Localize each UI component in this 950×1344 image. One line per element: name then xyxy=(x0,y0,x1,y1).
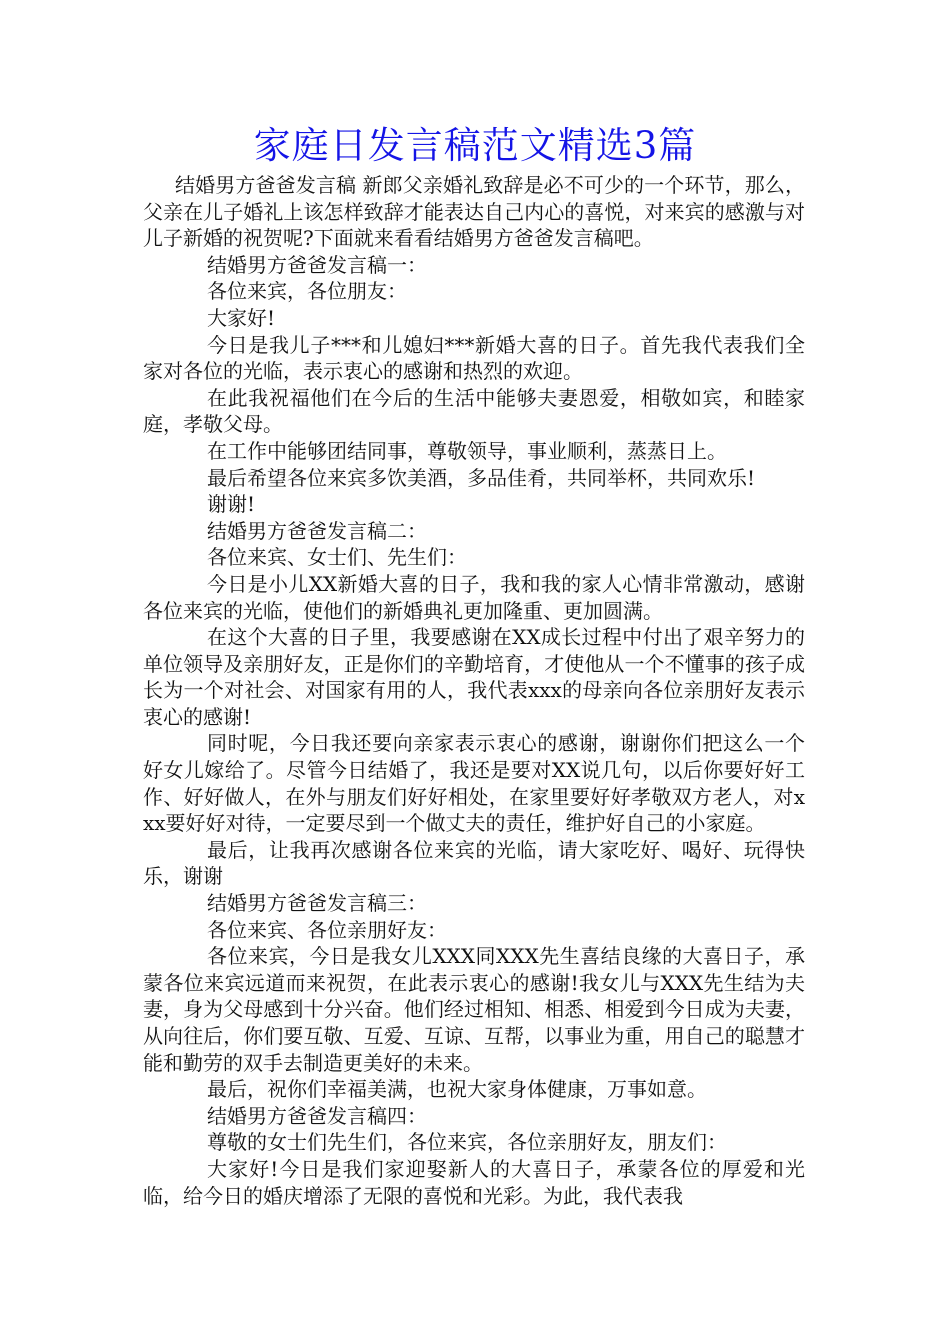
body-paragraph: 大家好!今日是我们家迎娶新人的大喜日子，承蒙各位的厚爱和光临，给今日的婚庆增添了无限的喜悦和光彩。为此，我代表我 xyxy=(143,1156,805,1208)
body-paragraph: 在这个大喜的日子里，我要感谢在XX成长过程中付出了艰辛努力的单位领导及亲朋好友，正是你们的辛勤培育，才使他从一个不懂事的孩子成长为一个对社会、对国家有用的人，我代表xxx的母亲向各位亲朋好友表示衷心的感谢! xyxy=(143,625,805,729)
body-paragraph: 最后，祝你们幸福美满，也祝大家身体健康，万事如意。 xyxy=(207,1077,707,1102)
intro-paragraph: 结婚男方爸爸发言稿 新郎父亲婚礼致辞是必不可少的一个环节，那么，父亲在儿子婚礼上该怎样致辞才能表达自己内心的喜悦，对来宾的感激与对儿子新婚的祝贺呢?下面就来看看结婚男方爸爸发言稿吧。 xyxy=(143,173,805,251)
salutation: 各位来宾、各位亲朋好友： xyxy=(207,917,447,942)
section-heading-3: 结婚男方爸爸发言稿三： xyxy=(207,891,427,916)
section-heading-2: 结婚男方爸爸发言稿二： xyxy=(207,518,427,543)
salutation: 尊敬的女士们先生们，各位来宾，各位亲朋好友，朋友们： xyxy=(207,1130,727,1155)
greeting: 大家好! xyxy=(207,305,276,330)
body-paragraph: 在此我祝福他们在今后的生活中能够夫妻恩爱，相敬如宾，和睦家庭，孝敬父母。 xyxy=(143,385,805,437)
body-paragraph: 最后，让我再次感谢各位来宾的光临，请大家吃好、喝好、玩得快乐，谢谢 xyxy=(143,837,805,889)
section-heading-4: 结婚男方爸爸发言稿四： xyxy=(207,1103,427,1128)
salutation: 各位来宾、女士们、先生们： xyxy=(207,545,467,570)
body-paragraph: 今日是我儿子***和儿媳妇***新婚大喜的日子。首先我代表我们全家对各位的光临，表示衷心的感谢和热烈的欢迎。 xyxy=(143,332,805,384)
body-paragraph: 最后希望各位来宾多饮美酒，多品佳肴，共同举杯，共同欢乐! xyxy=(207,465,756,490)
body-paragraph: 各位来宾，今日是我女儿XXX同XXX先生喜结良缘的大喜日子，承蒙各位来宾远道而来祝贺，在此表示衷心的感谢!我女儿与XXX先生结为夫妻，身为父母感到十分兴奋。他们经过相知、相悉、相爱到今日成为夫妻，从向往后，你们要互敬、互爱、互谅、互帮，以事业为重，用自己的聪慧才能和勤劳的双手去制造更美好的未来。 xyxy=(143,944,805,1075)
document-title: 家庭日发言稿范文精选3篇 xyxy=(253,124,697,167)
closing-line: 谢谢! xyxy=(207,492,256,517)
document-body xyxy=(143,172,805,1209)
body-paragraph: 同时呢，今日我还要向亲家表示衷心的感谢，谢谢你们把这么一个好女儿嫁给了。尽管今日结婚了，我还是要对XX说几句，以后你要好好工作、好好做人，在外与朋友们好好相处，在家里要好好孝敬双方老人，对xxx要好好对待，一定要尽到一个做丈夫的责任，维护好自己的小家庭。 xyxy=(143,731,805,836)
section-heading-1: 结婚男方爸爸发言稿一： xyxy=(207,252,427,277)
body-paragraph: 在工作中能够团结同事，尊敬领导，事业顺利，蒸蒸日上。 xyxy=(207,438,727,463)
salutation: 各位来宾，各位朋友： xyxy=(207,279,407,304)
body-paragraph: 今日是小儿XX新婚大喜的日子，我和我的家人心情非常激动，感谢各位来宾的光临，使他们的新婚典礼更加隆重、更加圆满。 xyxy=(143,571,805,623)
